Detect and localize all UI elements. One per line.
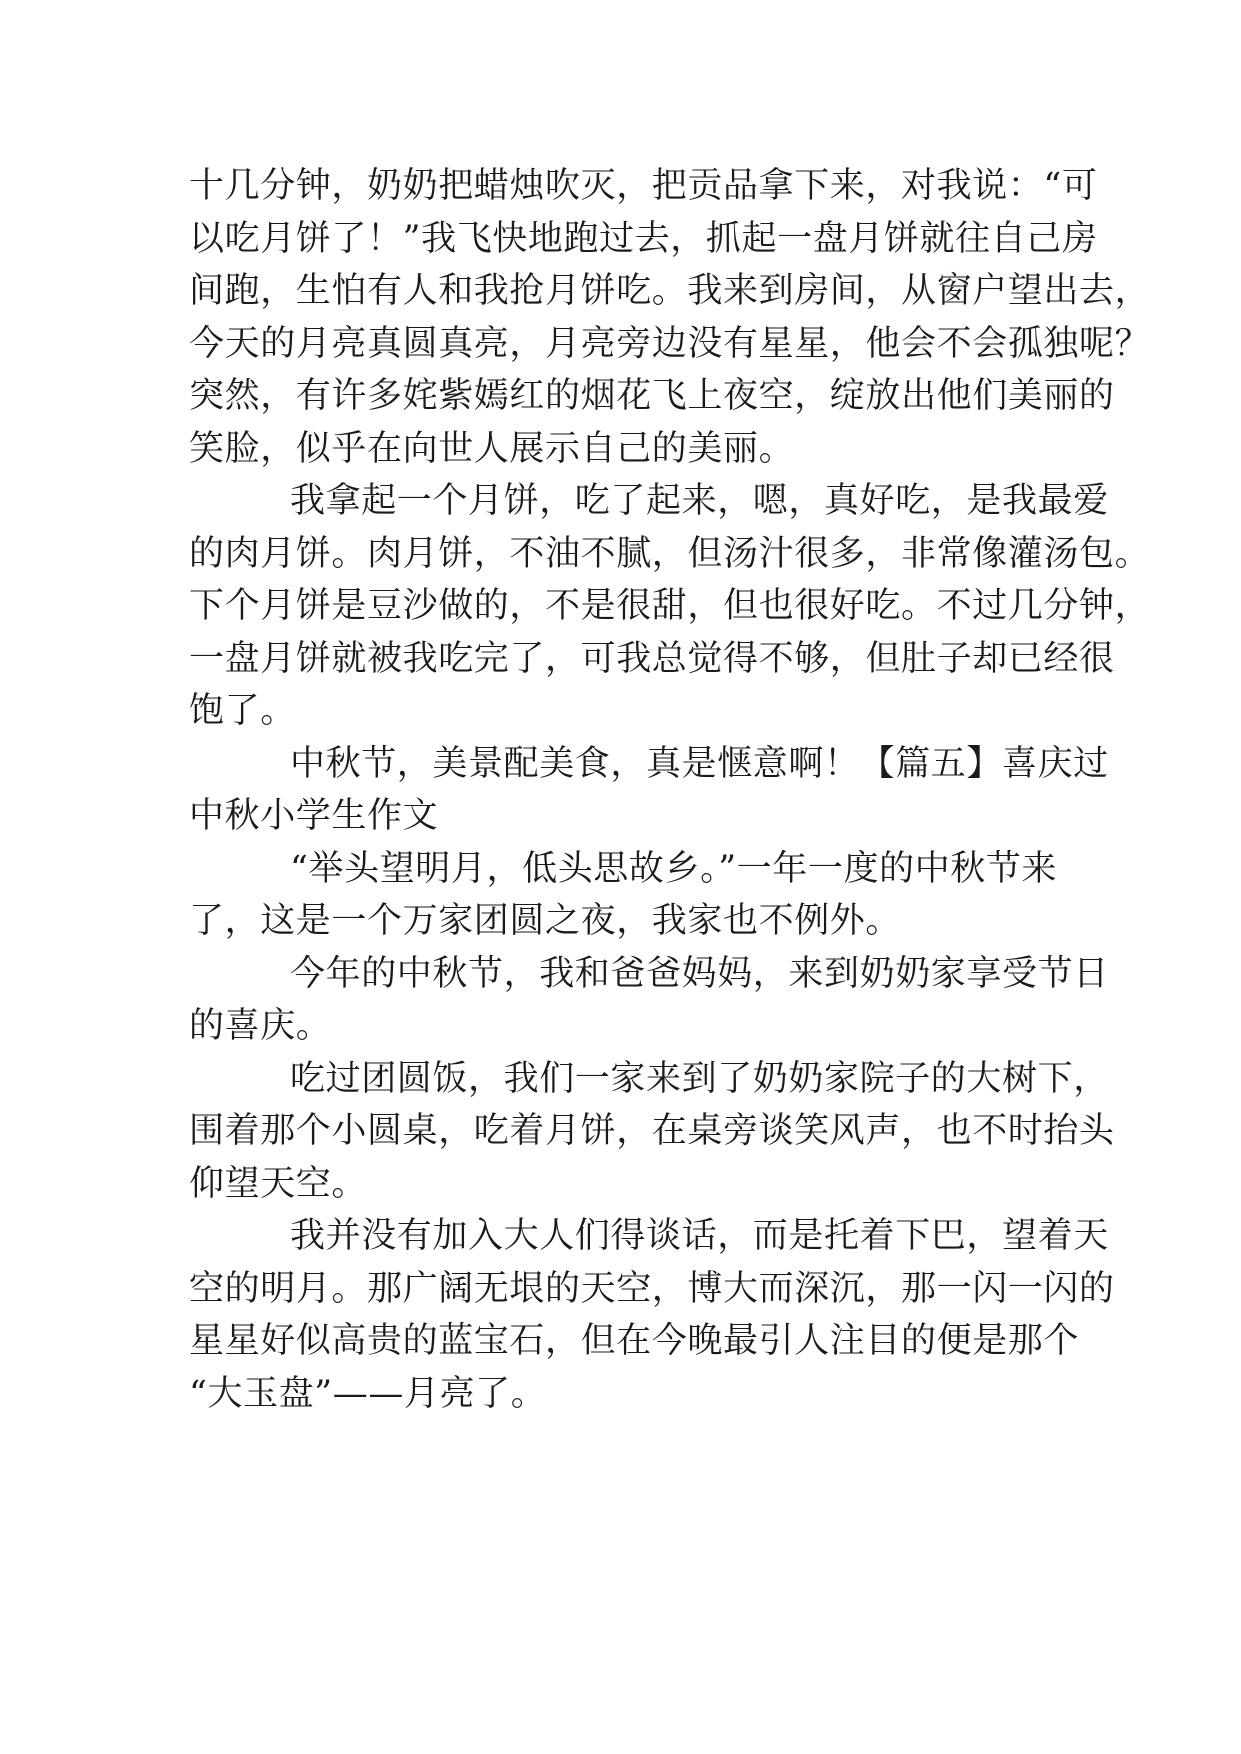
text-line: 我拿起一个月饼，吃了起来，嗯，真好吃，是我最爱	[290, 481, 1109, 521]
text-line: 中秋节，美景配美食，真是惬意啊！【篇五】喜庆过	[290, 743, 1109, 784]
text-line: 空的明月。那广阔无垠的天空，博大而深沉，那一闪一闪的	[189, 1268, 1115, 1309]
text-line: “大玉盘”——月亮了。	[189, 1373, 547, 1414]
text-line: 饱了。	[189, 691, 296, 731]
text-line: 笑脸，似乎在向世人展示自己的美丽。	[189, 428, 795, 469]
text-line: 间跑，生怕有人和我抢月饼吃。我来到房间，从窗户望出去，	[189, 271, 1151, 311]
text-line: “举头望明月，低头思故乡。”一年一度的中秋节来	[290, 848, 1058, 889]
text-line: 中秋小学生作文	[189, 796, 439, 836]
text-line: 的肉月饼。肉月饼，不油不腻，但汤汁很多，非常像灌汤包。	[189, 533, 1151, 574]
text-line: 今年的中秋节，我和爸爸妈妈，来到奶奶家享受节日	[290, 953, 1109, 994]
essay-body	[189, 160, 1151, 1420]
text-line: 一盘月饼就被我吃完了，可我总觉得不够，但肚子却已经很	[189, 638, 1115, 679]
text-line: 今天的月亮真圆真亮，月亮旁边没有星星，他会不会孤独呢？	[189, 323, 1151, 364]
text-line: 的喜庆。	[189, 1006, 332, 1046]
text-line: 以吃月饼了！”我飞快地跑过去，抓起一盘月饼就往自己房	[189, 218, 1098, 259]
text-line: 星星好似高贵的蓝宝石，但在今晚最引人注目的便是那个	[189, 1321, 1080, 1361]
text-line: 吃过团圆饭，我们一家来到了奶奶家院子的大树下，	[290, 1058, 1109, 1099]
text-line: 了，这是一个万家团圆之夜，我家也不例外。	[189, 901, 902, 941]
text-line: 我并没有加入大人们得谈话，而是托着下巴，望着天	[290, 1216, 1109, 1256]
text-line: 仰望天空。	[189, 1163, 368, 1204]
text-line: 十几分钟，奶奶把蜡烛吹灭，把贡品拿下来，对我说：“可	[189, 166, 1098, 206]
text-line: 突然，有许多姹紫嫣红的烟花飞上夜空，绽放出他们美丽的	[189, 376, 1115, 416]
text-line: 围着那个小圆桌，吃着月饼，在桌旁谈笑风声，也不时抬头	[189, 1111, 1115, 1151]
text-line: 下个月饼是豆沙做的，不是很甜，但也很好吃。不过几分钟，	[189, 586, 1151, 626]
